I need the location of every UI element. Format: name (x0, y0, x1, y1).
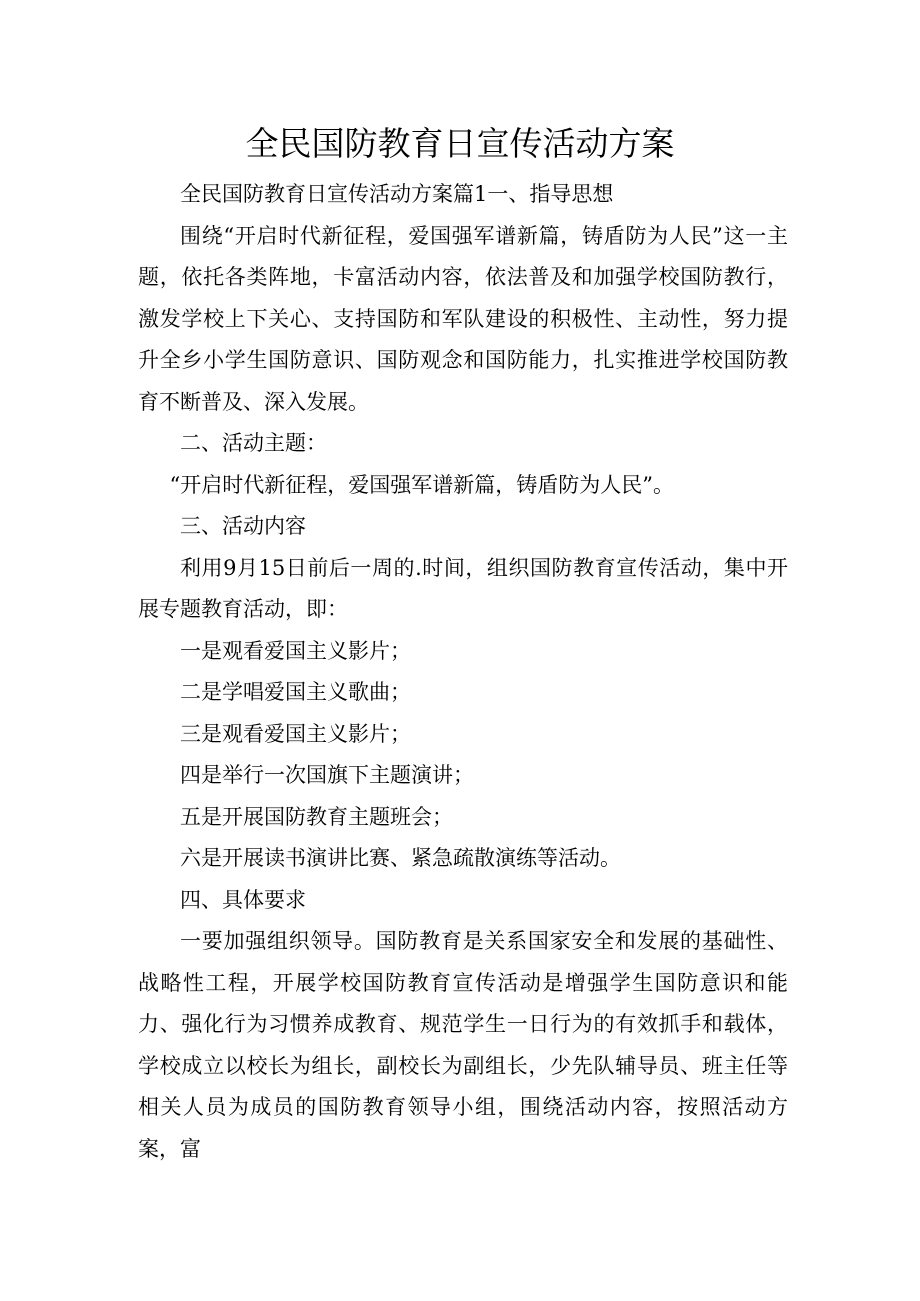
paragraph-heading-activity-content: 三、活动内容 (180, 514, 306, 538)
list-item: 六是开展读书演讲比赛、紧急疏散演练等活动。 (180, 846, 621, 870)
paragraph-heading-activity-theme: 二、活动主题： (180, 431, 327, 455)
paragraph-activity-content: 利用9月15日前后一周的.时间，组织国防教育宣传活动，集中开展专题教育活动，即： (138, 555, 788, 621)
paragraph-activity-theme: “开启时代新征程，爱国强军谱新篇，铸盾防为人民”。 (169, 472, 674, 497)
list-item: 四是举行一次国旗下主题演讲； (180, 763, 474, 787)
paragraph-guiding-thought: 围绕“开启时代新征程，爱国强军谱新篇，铸盾防为人民”这一主题，依托各类阵地，卡富活动内容，依法普及和加强学校国防教行，激发学校上下关心、支持国防和军队建设的积极性、主动性，努力提升全乡小学生国防意识、国防观念和国防能力，扎实推进学校国防教育不断普及、深入发展。 (138, 223, 788, 414)
list-item: 一是观看爱国主义影片； (180, 638, 411, 663)
paragraph-heading-requirements: 四、具体要求 (180, 887, 306, 912)
document-body (138, 174, 788, 1170)
document-title: 全民国防教育日宣传活动方案 (245, 124, 675, 163)
paragraph-heading-guiding-thought: 全民国防教育日宣传活动方案篇1一、指导思想 (180, 182, 614, 206)
paragraph-requirements: 一要加强组织领导。国防教育是关系国家安全和发展的基础性、战略性工程，开展学校国防教育宣传活动是增强学生国防意识和能力、强化行为习惯养成教育、规范学生一日行为的有效抓手和载体，学校成立以校长为组长，副校长为副组长，少先队辅导员、班主任等相关人员为成员的国防教育领导小组，围绕活动内容，按照活动方案，富 (138, 929, 788, 1161)
list-item: 五是开展国防教育主题班会； (180, 804, 453, 829)
list-item: 三是观看爱国主义影片； (180, 721, 411, 746)
list-item: 二是学唱爱国主义歌曲； (180, 680, 411, 704)
